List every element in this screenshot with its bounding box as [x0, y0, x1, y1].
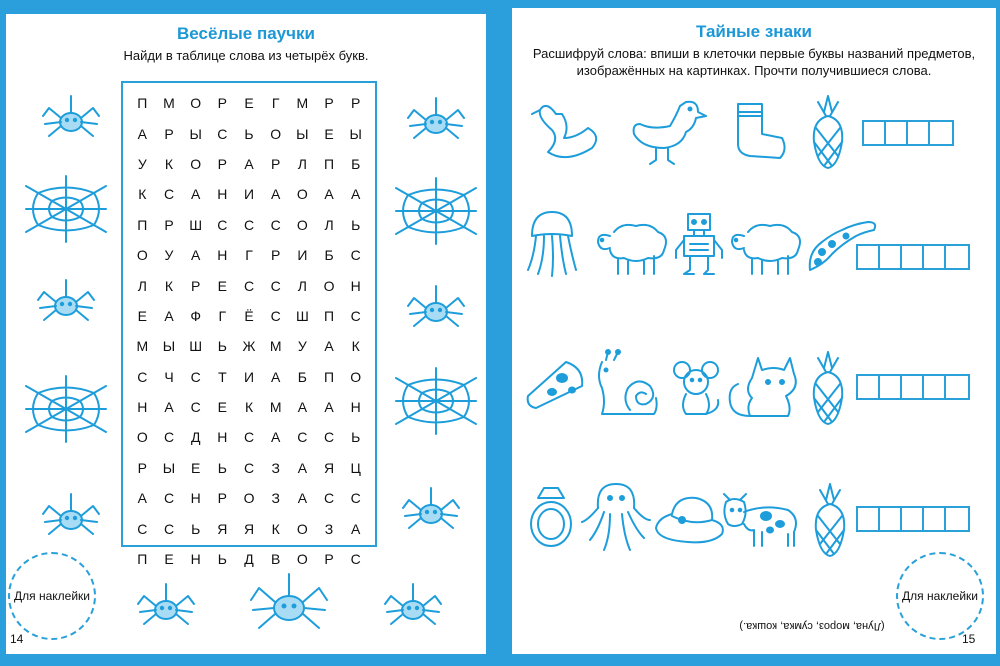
sock-icon — [730, 100, 790, 164]
pineapple-icon — [810, 480, 850, 560]
grid-letter[interactable]: С — [350, 307, 361, 324]
grid-letter[interactable]: С — [243, 429, 255, 446]
grid-letter[interactable]: Р — [164, 216, 174, 233]
spider-icon — [406, 94, 466, 144]
grid-letter[interactable]: К — [164, 277, 174, 294]
grid-letter[interactable]: Г — [245, 247, 253, 264]
grid-letter[interactable]: Ж — [242, 338, 256, 355]
grid-letter[interactable]: Ф — [190, 307, 201, 324]
robot-icon — [674, 210, 724, 278]
grid-row — [129, 240, 369, 270]
grid-letter[interactable]: И — [243, 368, 255, 385]
grid-letter[interactable]: А — [324, 399, 334, 416]
mouse-icon — [670, 360, 722, 420]
grid-letter[interactable]: Р — [271, 155, 281, 172]
grid-letter[interactable]: К — [164, 155, 174, 172]
grid-letter[interactable]: О — [136, 247, 148, 264]
grid-letter[interactable]: М — [296, 95, 309, 112]
grid-letter[interactable]: О — [296, 520, 308, 537]
jellyfish-icon — [522, 206, 582, 278]
answer-boxes[interactable] — [862, 120, 954, 146]
grid-letter[interactable]: О — [243, 490, 255, 507]
grid-letter[interactable]: К — [244, 399, 254, 416]
grid-letter[interactable]: Р — [191, 277, 201, 294]
left-page-title: Весёлые паучки — [177, 24, 315, 43]
grid-letter[interactable]: Ь — [217, 459, 227, 476]
grid-letter[interactable]: П — [137, 216, 148, 233]
grid-letter[interactable]: Ь — [191, 520, 201, 537]
grid-letter[interactable]: Е — [137, 307, 147, 324]
grid-letter[interactable]: Д — [190, 429, 201, 446]
cow-icon — [714, 484, 804, 554]
grid-letter[interactable]: Р — [324, 551, 334, 568]
grid-row — [129, 210, 369, 240]
spider-icon — [383, 580, 443, 630]
page-number: 15 — [962, 632, 976, 646]
grid-letter[interactable]: С — [323, 490, 335, 507]
grid-letter[interactable]: Р — [217, 155, 228, 172]
grid-letter[interactable]: О — [136, 429, 148, 446]
cheese-icon — [522, 356, 588, 412]
grid-letter[interactable]: А — [164, 399, 174, 416]
answer-boxes[interactable] — [856, 374, 970, 400]
grid-letter[interactable]: Н — [350, 277, 361, 294]
grid-letter[interactable]: Е — [191, 459, 201, 476]
grid-letter[interactable]: М — [269, 399, 282, 416]
grid-letter[interactable]: С — [190, 399, 201, 416]
grid-letter[interactable]: А — [164, 307, 174, 324]
grid-letter[interactable]: Г — [218, 307, 227, 324]
grid-letter[interactable]: У — [164, 247, 174, 264]
page-number: 14 — [10, 632, 24, 646]
grid-letter[interactable]: О — [350, 368, 362, 385]
grid-letter[interactable]: А — [191, 247, 201, 264]
right-page — [512, 8, 996, 654]
grid-letter[interactable]: У — [297, 338, 307, 355]
grid-letter[interactable]: А — [271, 186, 281, 203]
grid-letter[interactable]: Е — [244, 95, 254, 112]
grid-letter[interactable]: Н — [217, 247, 228, 264]
grid-letter[interactable]: К — [138, 186, 147, 203]
pineapple-icon — [808, 92, 848, 172]
answer-key-inverted: (Луна, мороз, сумка, кошка.) — [739, 620, 885, 632]
grid-letter[interactable]: Е — [164, 551, 174, 568]
grid-letter[interactable]: Ё — [244, 307, 254, 324]
sticker-placeholder[interactable]: Для наклейки — [8, 552, 96, 640]
spider-web-icon — [394, 176, 478, 246]
grid-letter[interactable]: С — [137, 368, 148, 385]
grid-letter[interactable]: А — [351, 520, 361, 537]
grid-letter[interactable]: М — [136, 338, 149, 355]
grid-letter[interactable]: К — [271, 520, 280, 537]
grid-letter[interactable]: П — [137, 95, 148, 112]
grid-letter[interactable]: А — [297, 459, 308, 476]
spider-icon — [249, 570, 329, 634]
grid-letter[interactable]: О — [323, 277, 335, 294]
grid-row — [129, 392, 369, 422]
spider-icon — [36, 276, 96, 326]
grid-letter[interactable]: П — [137, 551, 148, 568]
grid-row — [129, 149, 369, 179]
grid-letter[interactable]: Л — [297, 155, 307, 172]
spider-icon — [41, 92, 101, 142]
grid-letter[interactable]: Ч — [164, 368, 174, 385]
grid-letter[interactable]: Д — [244, 551, 254, 568]
grid-letter[interactable]: Г — [271, 95, 280, 112]
spider-icon — [401, 484, 461, 534]
grid-letter[interactable]: Ы — [349, 125, 362, 142]
spider-icon — [41, 490, 101, 540]
answer-boxes[interactable] — [856, 506, 970, 532]
grid-row — [129, 118, 369, 148]
grid-letter[interactable]: О — [296, 186, 308, 203]
grid-letter[interactable]: Н — [190, 490, 201, 507]
grid-letter[interactable]: Ь — [217, 338, 227, 355]
grid-letter[interactable]: Р — [351, 95, 361, 112]
grid-letter[interactable]: С — [350, 247, 361, 264]
grid-letter[interactable]: П — [324, 155, 335, 172]
grid-letter[interactable]: М — [163, 95, 175, 112]
grid-letter[interactable]: С — [297, 429, 308, 446]
grid-letter[interactable]: Ь — [217, 551, 227, 568]
grid-letter[interactable]: А — [351, 186, 361, 203]
grid-row — [129, 270, 369, 300]
grid-letter[interactable]: А — [297, 399, 308, 416]
grid-row — [129, 483, 369, 513]
grid-letter[interactable]: Т — [218, 368, 227, 385]
grid-letter[interactable]: Я — [243, 520, 255, 537]
right-page-title: Тайные знаки — [696, 22, 812, 41]
grid-letter[interactable]: Б — [324, 247, 334, 264]
grid-letter[interactable]: С — [217, 216, 228, 233]
grid-letter[interactable]: Л — [324, 216, 334, 233]
grid-letter[interactable]: С — [270, 277, 281, 294]
grid-letter[interactable]: А — [191, 186, 201, 203]
grid-letter[interactable]: С — [270, 216, 281, 233]
grid-letter[interactable]: С — [137, 520, 148, 537]
grid-letter[interactable]: О — [296, 551, 308, 568]
spider-web-icon — [24, 374, 108, 444]
cat-icon — [722, 350, 806, 422]
grid-letter[interactable]: С — [163, 520, 175, 537]
grid-letter[interactable]: А — [324, 338, 334, 355]
grid-row — [129, 362, 369, 392]
grid-letter[interactable]: С — [323, 429, 335, 446]
grid-row — [129, 331, 369, 361]
grid-letter[interactable]: Е — [324, 125, 334, 142]
grid-row — [129, 301, 369, 331]
left-page-instruction: Найди в таблице слова из четырёх букв. — [123, 48, 369, 63]
grid-letter[interactable]: С — [350, 490, 361, 507]
grid-letter[interactable]: К — [351, 338, 360, 355]
spider-icon — [136, 580, 196, 630]
grid-letter[interactable]: Ш — [295, 307, 309, 324]
grid-letter[interactable]: П — [324, 368, 335, 385]
grid-letter[interactable]: Р — [164, 125, 174, 142]
grid-letter[interactable]: О — [270, 125, 282, 142]
spider-web-icon — [394, 366, 478, 436]
grid-letter[interactable]: Н — [137, 399, 148, 416]
grid-letter[interactable]: Я — [217, 520, 228, 537]
grid-letter[interactable]: У — [137, 155, 147, 172]
grid-letter[interactable]: Е — [217, 399, 228, 416]
sheep-icon — [726, 216, 806, 276]
grid-letter[interactable]: Ы — [162, 459, 176, 476]
grid-letter[interactable]: Н — [217, 429, 228, 446]
grid-letter[interactable]: А — [244, 155, 254, 172]
grid-letter[interactable]: С — [163, 429, 175, 446]
grid-letter[interactable]: Р — [217, 95, 228, 112]
grid-letter[interactable]: Ы — [296, 125, 309, 142]
grid-letter[interactable]: А — [324, 186, 334, 203]
grid-letter[interactable]: Р — [271, 247, 281, 264]
grid-letter[interactable]: С — [243, 459, 255, 476]
grid-letter[interactable]: С — [217, 125, 228, 142]
grid-letter[interactable]: Н — [217, 186, 228, 203]
right-page-instruction-line2: изображённых на картинках. Прочти получившиеся слова. — [576, 63, 932, 78]
spider-web-icon — [24, 174, 108, 244]
grid-letter[interactable]: З — [271, 490, 280, 507]
grid-letter[interactable]: О — [190, 95, 202, 112]
grid-letter[interactable]: И — [243, 186, 255, 203]
answer-boxes[interactable] — [856, 244, 970, 270]
swan-icon — [526, 96, 606, 168]
grid-letter[interactable]: А — [271, 429, 281, 446]
grid-letter[interactable]: А — [137, 125, 147, 142]
grid-letter[interactable]: О — [190, 155, 202, 172]
grid-letter[interactable]: Е — [217, 277, 228, 294]
pineapple-icon — [808, 348, 848, 428]
grid-letter[interactable]: Б — [351, 155, 361, 172]
grid-letter[interactable]: Р — [217, 490, 228, 507]
grid-letter[interactable]: Ы — [162, 338, 176, 355]
grid-letter[interactable]: А — [297, 490, 308, 507]
grid-letter[interactable]: И — [297, 247, 308, 264]
grid-letter[interactable]: Ь — [244, 125, 254, 142]
grid-letter[interactable]: С — [163, 186, 175, 203]
grid-letter[interactable]: П — [324, 307, 335, 324]
grid-letter[interactable]: Ш — [189, 216, 203, 233]
spider-icon — [406, 282, 466, 332]
grid-letter[interactable]: С — [243, 277, 255, 294]
grid-letter[interactable]: А — [137, 490, 147, 507]
octopus-icon — [578, 480, 654, 556]
grid-letter[interactable]: С — [190, 368, 201, 385]
grid-row — [129, 422, 369, 452]
grid-letter[interactable]: Ц — [350, 459, 361, 476]
grid-letter[interactable]: Р — [137, 459, 147, 476]
grid-letter[interactable]: С — [270, 307, 281, 324]
grid-letter[interactable]: Л — [297, 277, 307, 294]
grid-letter[interactable]: З — [324, 520, 334, 537]
grid-letter[interactable]: О — [296, 216, 308, 233]
grid-letter[interactable]: Ь — [351, 216, 361, 233]
grid-letter[interactable]: Ь — [351, 429, 361, 446]
sheep-icon — [592, 216, 672, 276]
grid-row — [129, 453, 369, 483]
snail-icon — [592, 348, 664, 420]
grid-letter[interactable]: С — [243, 216, 255, 233]
grid-letter[interactable]: М — [269, 338, 282, 355]
grid-row — [129, 179, 369, 209]
grid-letter[interactable]: З — [271, 459, 280, 476]
grid-letter[interactable]: Ш — [189, 338, 203, 355]
grid-row — [129, 88, 369, 118]
letter-grid — [121, 81, 377, 568]
right-page-instruction-line1: Расшифруй слова: впиши в клеточки первые буквы названий предметов, — [532, 46, 976, 61]
grid-letter[interactable]: А — [271, 368, 281, 385]
grid-letter[interactable]: Н — [190, 551, 201, 568]
grid-letter[interactable]: Ы — [189, 125, 202, 142]
sticker-placeholder[interactable]: Для наклейки — [896, 552, 984, 640]
left-page — [6, 14, 486, 654]
grid-row — [129, 513, 369, 543]
grid-letter[interactable]: Я — [323, 459, 335, 476]
grid-letter[interactable]: Н — [350, 399, 361, 416]
grid-letter[interactable]: С — [350, 551, 361, 568]
grid-letter[interactable]: В — [271, 551, 281, 568]
duck-icon — [624, 94, 708, 170]
grid-letter[interactable]: Л — [137, 277, 147, 294]
grid-letter[interactable]: Б — [297, 368, 307, 385]
grid-letter[interactable]: Р — [324, 95, 334, 112]
ring-icon — [524, 484, 578, 550]
grid-letter[interactable]: С — [163, 490, 175, 507]
